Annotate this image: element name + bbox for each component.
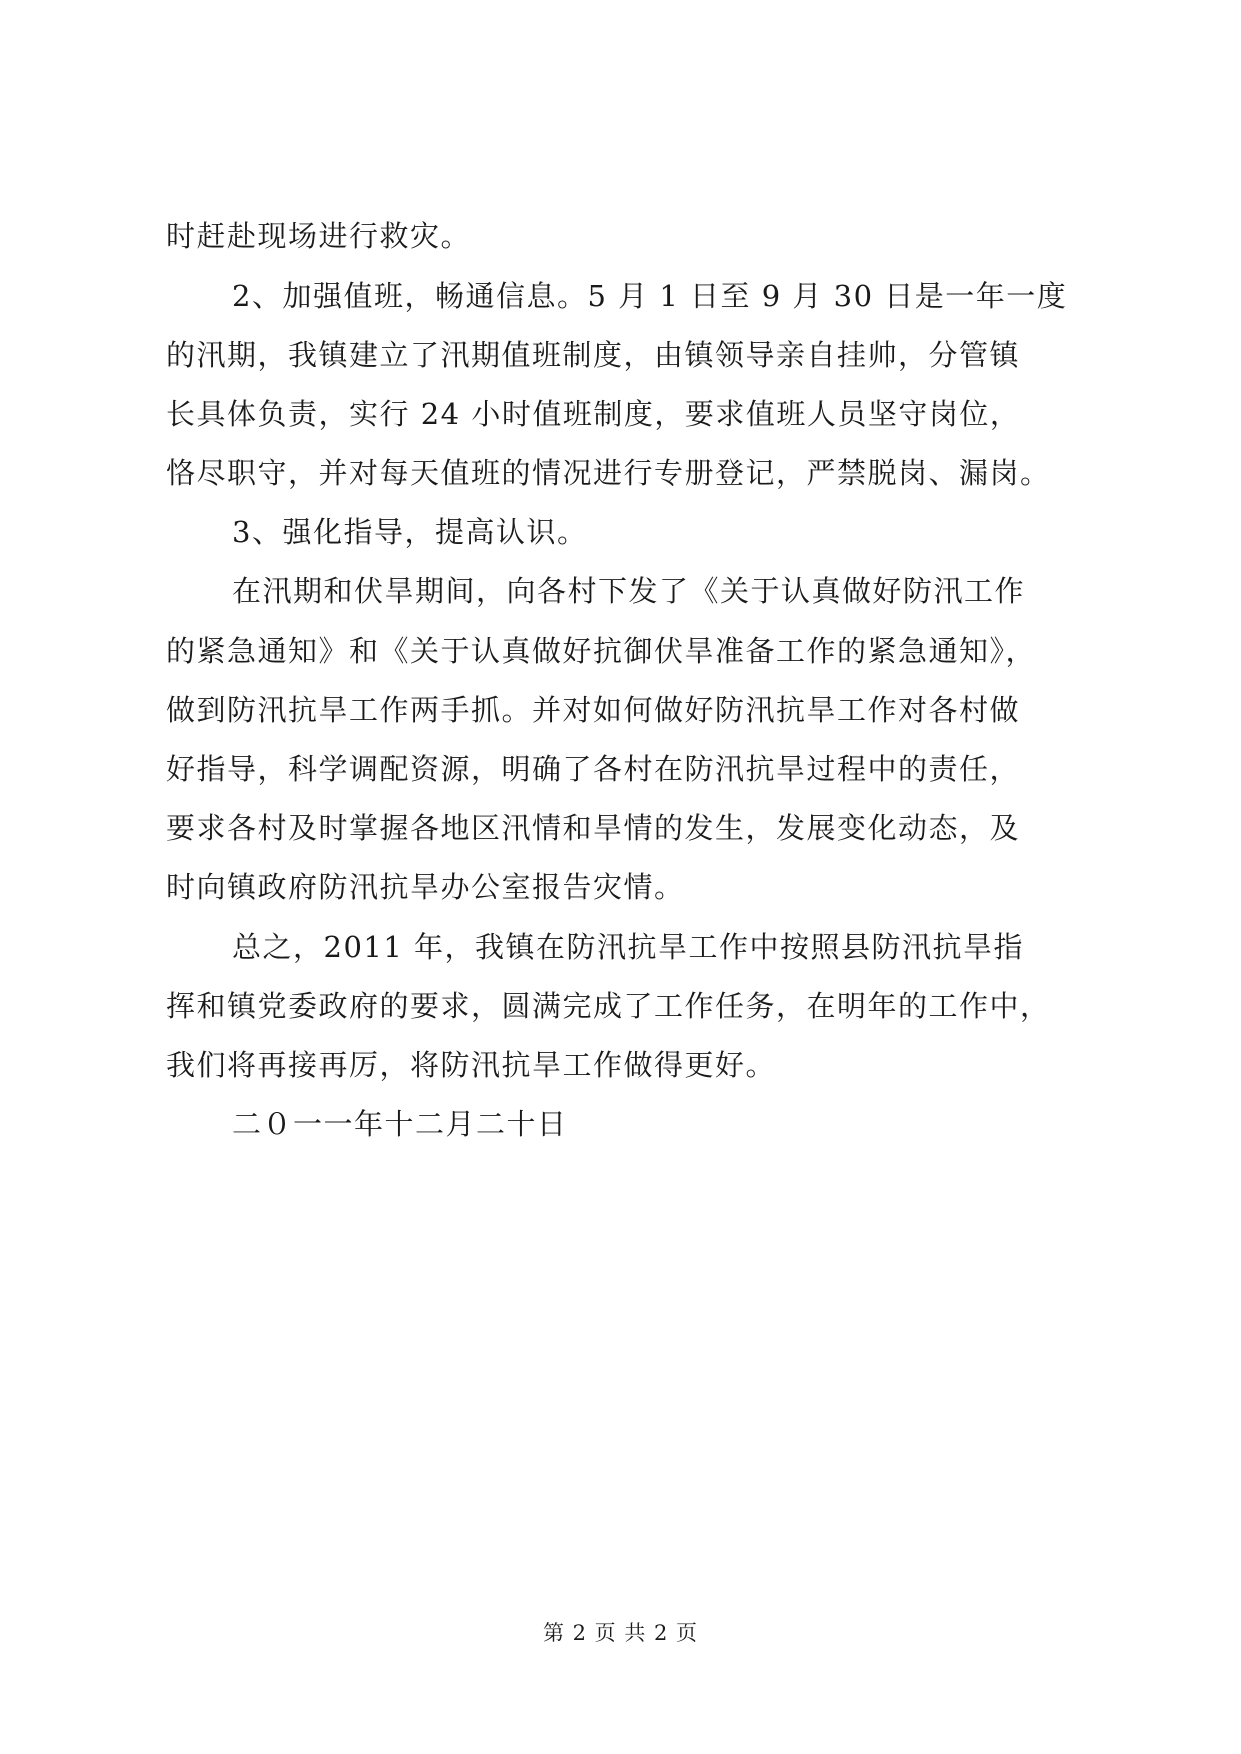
body-line-6: 3、强化指导，提高认识。 [232,515,588,549]
body-line-4: 长具体负责，实行 24 小时值班制度，要求值班人员坚守岗位， [166,397,1021,431]
body-line-10: 好指导，科学调配资源，明确了各村在防汛抗旱过程中的责任， [166,752,1021,786]
page-footer: 第 2 页 共 2 页 [542,1621,699,1645]
body-line-3: 的汛期，我镇建立了汛期值班制度，由镇领导亲自挂帅，分管镇 [166,338,1021,372]
body-line-1: 时赶赴现场进行救灾。 [166,219,472,253]
body-line-9: 做到防汛抗旱工作两手抓。并对如何做好防汛抗旱工作对各村做 [166,693,1021,727]
body-line-5: 恪尽职守，并对每天值班的情况进行专册登记，严禁脱岗、漏岗。 [166,456,1051,490]
body-line-13: 总之，2011 年，我镇在防汛抗旱工作中按照县防汛抗旱指 [232,930,1025,964]
body-line-14: 挥和镇党委政府的要求，圆满完成了工作任务，在明年的工作中， [166,989,1051,1023]
body-line-15: 我们将再接再厉，将防汛抗旱工作做得更好。 [166,1048,777,1082]
body-line-12: 时向镇政府防汛抗旱办公室报告灾情。 [166,870,685,904]
body-line-7: 在汛期和伏旱期间，向各村下发了《关于认真做好防汛工作 [232,574,1026,608]
date-line: 二０一一年十二月二十日 [232,1107,568,1141]
body-line-11: 要求各村及时掌握各地区汛情和旱情的发生，发展变化动态，及 [166,811,1021,845]
body-line-8: 的紧急通知》和《关于认真做好抗御伏旱准备工作的紧急通知》， [166,634,1037,668]
body-line-2: 2、加强值班，畅通信息。5 月 1 日至 9 月 30 日是一年一度 [232,279,1068,313]
